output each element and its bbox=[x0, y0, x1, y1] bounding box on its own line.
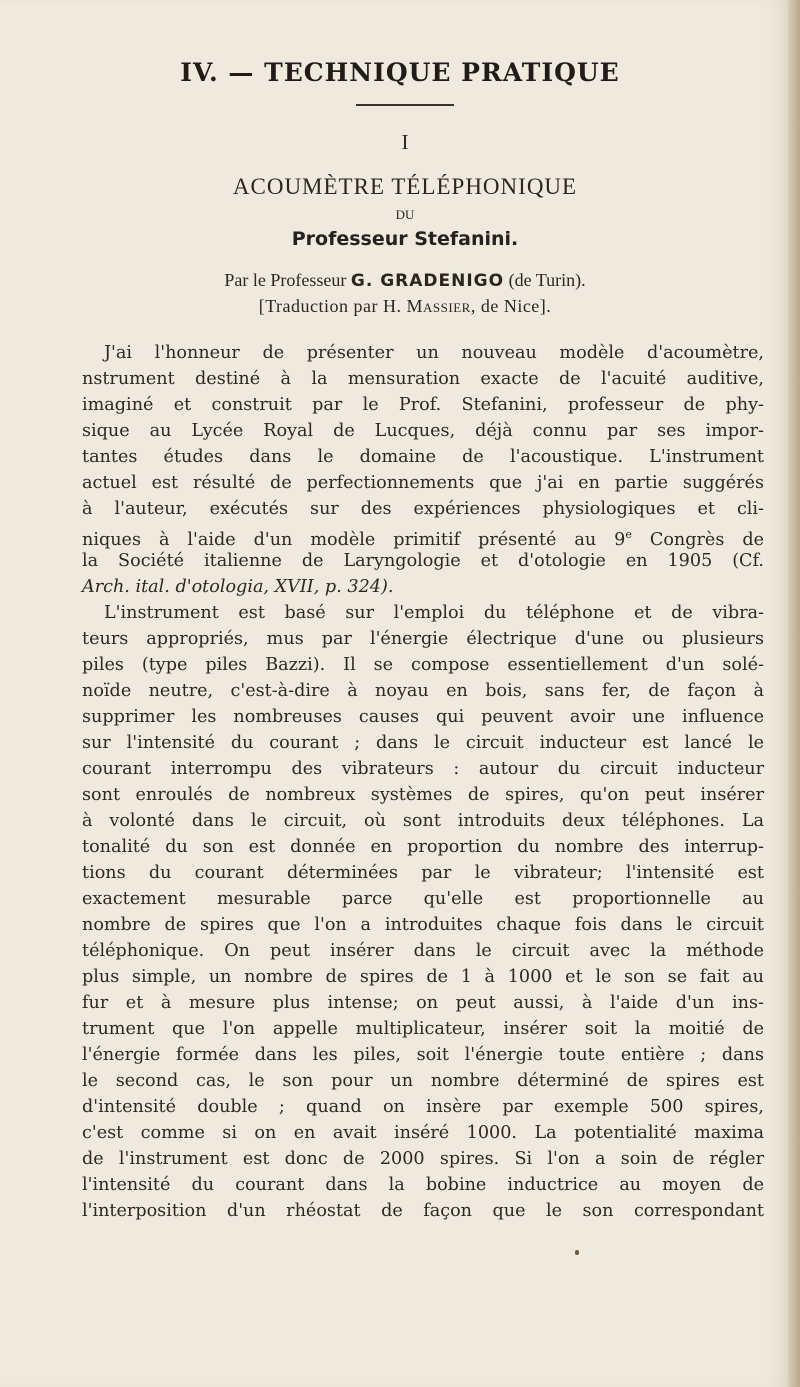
text-line: d'intensité double ; quand on insère par exemple 500 spires, bbox=[82, 1097, 764, 1117]
text-line: teurs appropriés, mus par l'énergie électrique d'une ou plusieurs bbox=[82, 629, 764, 649]
text-line: J'ai l'honneur de présenter un nouveau modèle d'acoumètre, bbox=[104, 343, 764, 363]
text-line: l'intensité du courant dans la bobine inductrice au moyen de bbox=[82, 1175, 764, 1195]
text-line: sique au Lycée Royal de Lucques, déjà connu par ses impor- bbox=[82, 421, 764, 441]
translator-name: Massier, bbox=[406, 296, 476, 316]
paper-speck bbox=[575, 1250, 579, 1255]
text-line: nstrument destiné à la mensuration exacte de l'acuité auditive, bbox=[82, 369, 764, 389]
text-line: fur et à mesure plus intense; on peut aussi, à l'aide d'un ins- bbox=[82, 993, 764, 1013]
text-line: noïde neutre, c'est-à-dire à noyau en bois, sans fer, de façon à bbox=[82, 681, 764, 701]
byline-suffix: (de Turin). bbox=[508, 270, 586, 290]
byline-author: G. GRADENIGO bbox=[350, 271, 505, 291]
article-title-du: DU bbox=[395, 207, 415, 222]
article-body bbox=[82, 340, 764, 1224]
text-line: la Société italienne de Laryngologie et d'otologie en 1905 (Cf. bbox=[82, 551, 764, 571]
title-rule bbox=[356, 104, 454, 106]
byline-prefix: Par le Professeur bbox=[224, 270, 347, 290]
text-line: l'énergie formée dans les piles, soit l'énergie toute entière ; dans bbox=[82, 1045, 764, 1065]
text-line: exactement mesurable parce qu'elle est proportionnelle au bbox=[82, 889, 764, 909]
text-line: nombre de spires que l'on a introduites chaque fois dans le circuit bbox=[82, 915, 764, 935]
text-line: supprimer les nombreuses causes qui peuvent avoir une influence bbox=[82, 707, 764, 727]
text-line: imaginé et construit par le Prof. Stefanini, professeur de phy- bbox=[82, 395, 764, 415]
article-title: ACOUMÈTRE TÉLÉPHONIQUE bbox=[232, 174, 578, 199]
text-line: téléphonique. On peut insérer dans le circuit avec la méthode bbox=[82, 941, 764, 961]
author-byline bbox=[0, 270, 800, 291]
text-line: L'instrument est basé sur l'emploi du téléphone et de vibra- bbox=[104, 603, 764, 623]
text-line: piles (type piles Bazzi). Il se compose essentiellement d'un solé- bbox=[82, 655, 764, 675]
translation-prefix: [Traduction par H. bbox=[258, 296, 402, 316]
translation-credit bbox=[0, 296, 800, 317]
text-line: sur l'intensité du courant ; dans le circuit inducteur est lancé le bbox=[82, 733, 764, 753]
text-line: à volonté dans le circuit, où sont introduits deux téléphones. La bbox=[82, 811, 764, 831]
text-line: l'interposition d'un rhéostat de façon que le son correspondant bbox=[82, 1201, 764, 1221]
paragraph-1 bbox=[82, 340, 764, 600]
translation-suffix: de Nice]. bbox=[480, 296, 552, 316]
text-line: sont enroulés de nombreux systèmes de spires, qu'on peut insérer bbox=[82, 785, 764, 805]
section-number: I bbox=[401, 130, 409, 154]
text-line: courant interrompu des vibrateurs : autour du circuit inducteur bbox=[82, 759, 764, 779]
text-line: tions du courant déterminées par le vibrateur; l'intensité est bbox=[82, 863, 764, 883]
article-subject: Professeur Stefanini. bbox=[291, 228, 519, 250]
text-line: Arch. ital. d'otologia, XVII, p. 324). bbox=[82, 577, 394, 597]
chapter-title: IV. — TECHNIQUE PRATIQUE bbox=[180, 58, 620, 87]
text-segment: Congrès de bbox=[649, 530, 764, 550]
text-line: le second cas, le son pour un nombre déterminé de spires est bbox=[82, 1071, 764, 1091]
superscript: e bbox=[625, 528, 632, 541]
text-line: tonalité du son est donnée en proportion du nombre des interrup- bbox=[82, 837, 764, 857]
text-line: de l'instrument est donc de 2000 spires. Si l'on a soin de régler bbox=[82, 1149, 764, 1169]
text-line: plus simple, un nombre de spires de 1 à 1000 et le son se fait au bbox=[82, 967, 764, 987]
text-line: à l'auteur, exécutés sur des expériences physiologiques et cli- bbox=[82, 499, 764, 519]
text-line: actuel est résulté de perfectionnements que j'ai en partie suggérés bbox=[82, 473, 764, 493]
text-segment: niques à l'aide d'un modèle primitif présenté au 9 bbox=[82, 530, 626, 550]
text-line: trument que l'on appelle multiplicateur, insérer soit la moitié de bbox=[82, 1019, 764, 1039]
paragraph-2 bbox=[82, 600, 764, 1224]
text-line: c'est comme si on en avait inséré 1000. La potentialité maxima bbox=[82, 1123, 764, 1143]
text-line bbox=[82, 522, 764, 548]
text-line: tantes études dans le domaine de l'acoustique. L'instrument bbox=[82, 447, 764, 467]
